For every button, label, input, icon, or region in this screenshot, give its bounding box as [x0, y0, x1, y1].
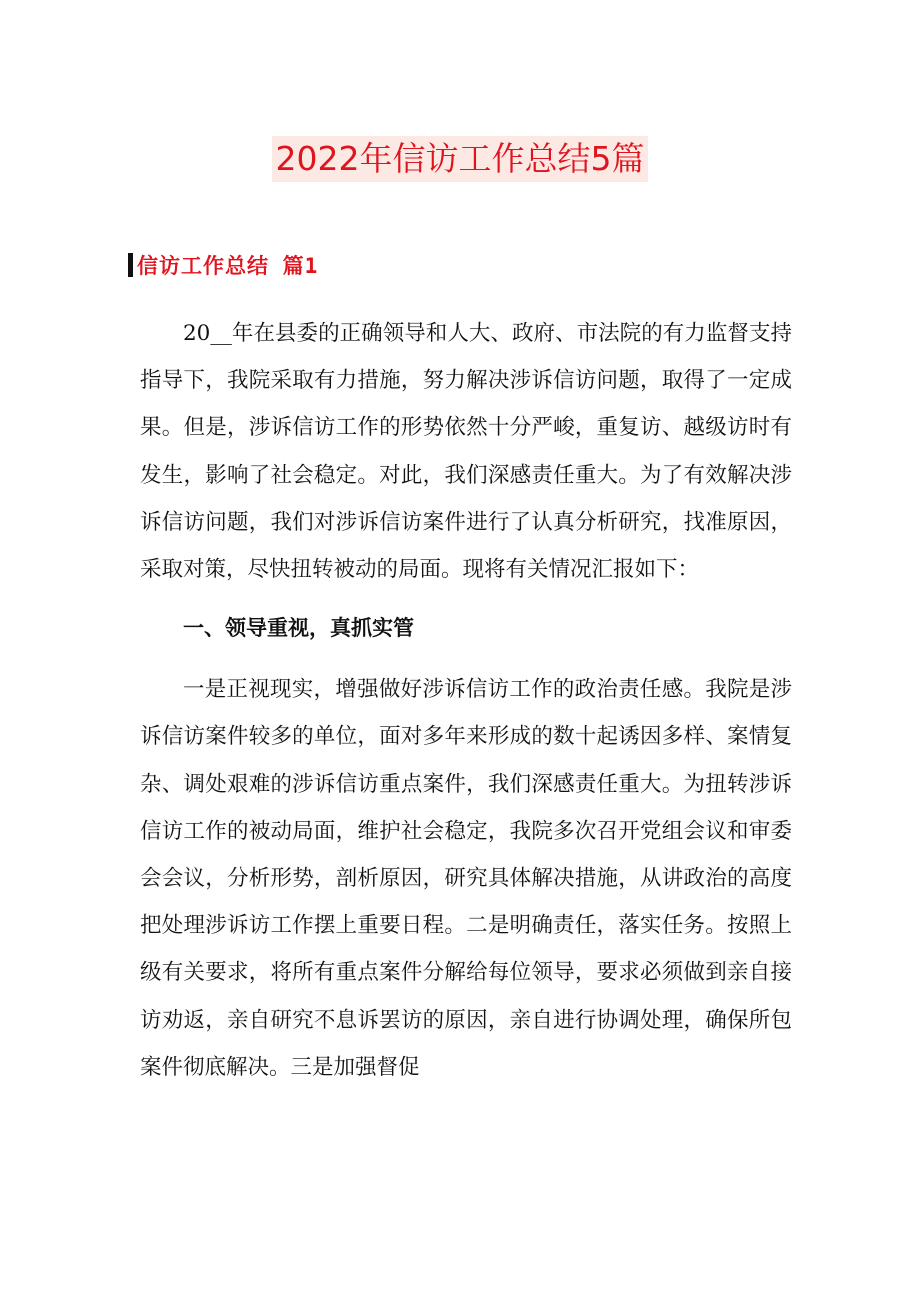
- document-body: [140, 310, 792, 1091]
- paragraph-intro: 20__年在县委的正确领导和人大、政府、市法院的有力监督支持指导下，我院采取有力措施，努力解决涉诉信访问题，取得了一定成果。但是，涉诉信访工作的形势依然十分严峻，重复访、越级访时有发生，影响了社会稳定。对此，我们深感责任重大。为了有效解决涉诉信访问题，我们对涉诉信访案件进行了认真分析研究，找准原因，采取对策，尽快扭转被动的局面。现将有关情况汇报如下：: [140, 321, 792, 583]
- title-container: [0, 136, 920, 182]
- subheading-leadership: 一、领导重视，真抓实管: [183, 616, 414, 641]
- section-heading: [128, 250, 318, 280]
- heading-marker-bar: [128, 253, 133, 277]
- document-title: 2022年信访工作总结5篇: [272, 136, 649, 182]
- section-heading-text: 信访工作总结 篇1: [137, 254, 319, 278]
- paragraph-leadership: 一是正视现实，增强做好涉诉信访工作的政治责任感。我院是涉诉信访案件较多的单位，面对多年来形成的数十起诱因多样、案情复杂、调处艰难的涉诉信访重点案件，我们深感责任重大。为扭转涉诉信访工作的被动局面，维护社会稳定，我院多次召开党组会议和审委会会议，分析形势，剖析原因，研究具体解决措施，从讲政治的高度把处理涉诉访工作摆上重要日程。二是明确责任，落实任务。按照上级有关要求，将所有重点案件分解给每位领导，要求必须做到亲自接访劝返，亲自研究不息诉罢访的原因，亲自进行协调处理，确保所包案件彻底解决。三是加强督促: [140, 677, 792, 1080]
